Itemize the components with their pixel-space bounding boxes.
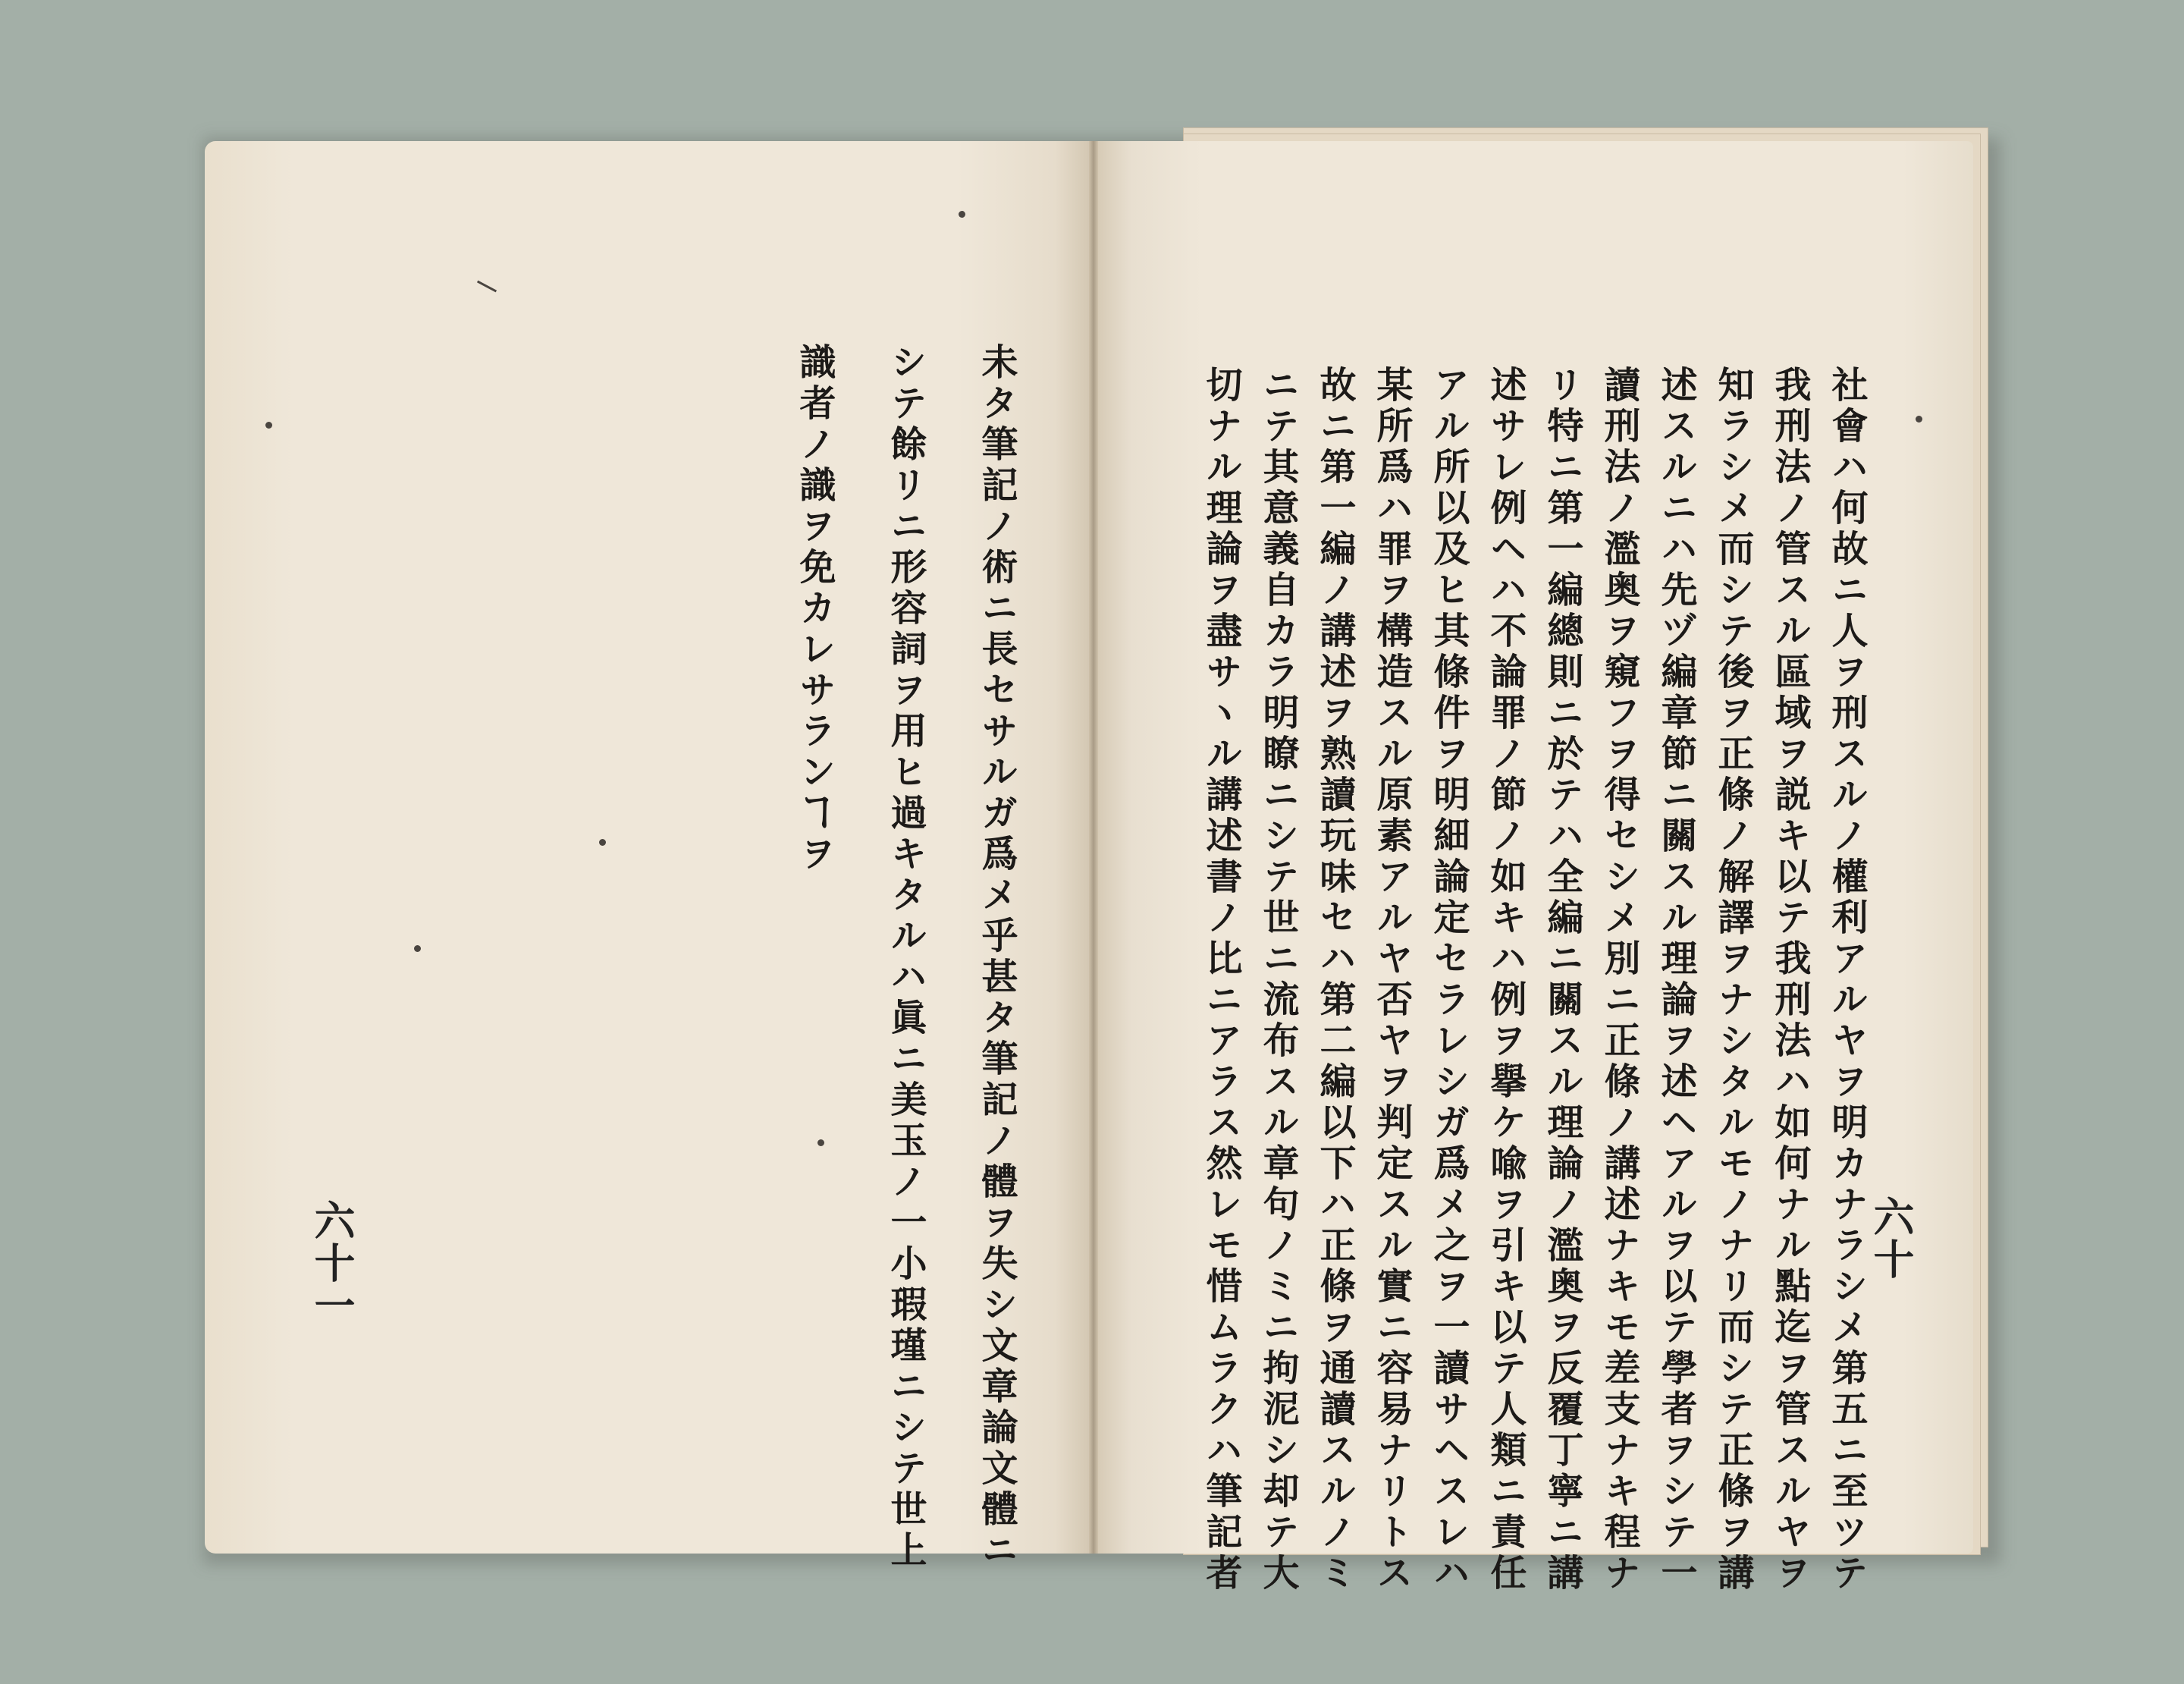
ink-mark — [477, 281, 497, 293]
text-line: リ特ニ第一編總則ニ於テハ全編ニ關スル理論ノ濫奥ヲ反覆丁寧ニ講 — [1541, 366, 1583, 1594]
text-line: 述スルニハ先ヅ編章節ニ關スル理論ヲ述ヘアルヲ以テ學者ヲシテ一 — [1655, 366, 1697, 1594]
text-line: 識者ノ識ヲ免カレサランヿヲ — [793, 343, 836, 875]
ink-speck — [959, 211, 965, 218]
text-line: ニテ其意義自カラ明瞭ニシテ世ニ流布スル章句ノミニ拘泥シ却テ大 — [1257, 366, 1299, 1594]
text-line: アル所以及ヒ其條件ヲ明細論定セラレシガ爲メ之ヲ一讀サヘスレハ — [1427, 366, 1470, 1594]
right-page — [1097, 141, 1973, 1594]
ink-speck — [1916, 416, 1922, 423]
page-number: 六十 — [1867, 1195, 1916, 1280]
text-line: 社會ハ何故ニ人ヲ刑スルノ權利アルヤヲ明カナラシメ第五ニ至ツテ — [1825, 366, 1868, 1594]
text-line: 知ラシメ而シテ後ヲ正條ノ解譯ヲナシタルモノナリ而シテ正條ヲ講 — [1712, 366, 1754, 1594]
ink-speck — [599, 839, 606, 846]
text-line: シテ餘リニ形容詞ヲ用ヒ過キタルハ眞ニ美玉ノ一小瑕瑾ニシテ世上 — [884, 343, 927, 1572]
text-line: 我刑法ノ管スル區域ヲ説キ以テ我刑法ハ如何ナル點迄ヲ管スルヤヲ — [1768, 366, 1811, 1594]
text-line: 切ナル理論ヲ盡サヽル講述書ノ比ニアラス然レモ惜ムラクハ筆記者 — [1200, 366, 1242, 1594]
ink-speck — [414, 945, 421, 952]
text-line: 讀刑法ノ濫奥ヲ窺フヲ得セシメ別ニ正條ノ講述ナキモ差支ナキ程ナ — [1598, 366, 1640, 1594]
ink-speck — [265, 422, 272, 429]
text-line: 某所爲ハ罪ヲ構造スル原素アルヤ否ヤヲ判定スル實ニ容易ナリトス — [1370, 366, 1413, 1594]
text-line: 述サレ例ヘハ不論罪ノ節ノ如キハ例ヲ擧ケ喩ヲ引キ以テ人類ニ責任 — [1484, 366, 1527, 1594]
text-line: 故ニ第一編ノ講述ヲ熟讀玩味セハ第二編以下ハ正條ヲ通讀スルノミ — [1313, 366, 1356, 1594]
ink-speck — [817, 1139, 824, 1146]
book-gutter — [1089, 141, 1098, 1554]
page-number: 六十一 — [308, 1199, 356, 1327]
text-line: 未タ筆記ノ術ニ長セサルガ爲メ乎甚タ筆記ノ體ヲ失シ文章論文體ニ — [975, 343, 1018, 1572]
left-page — [205, 141, 1090, 1572]
